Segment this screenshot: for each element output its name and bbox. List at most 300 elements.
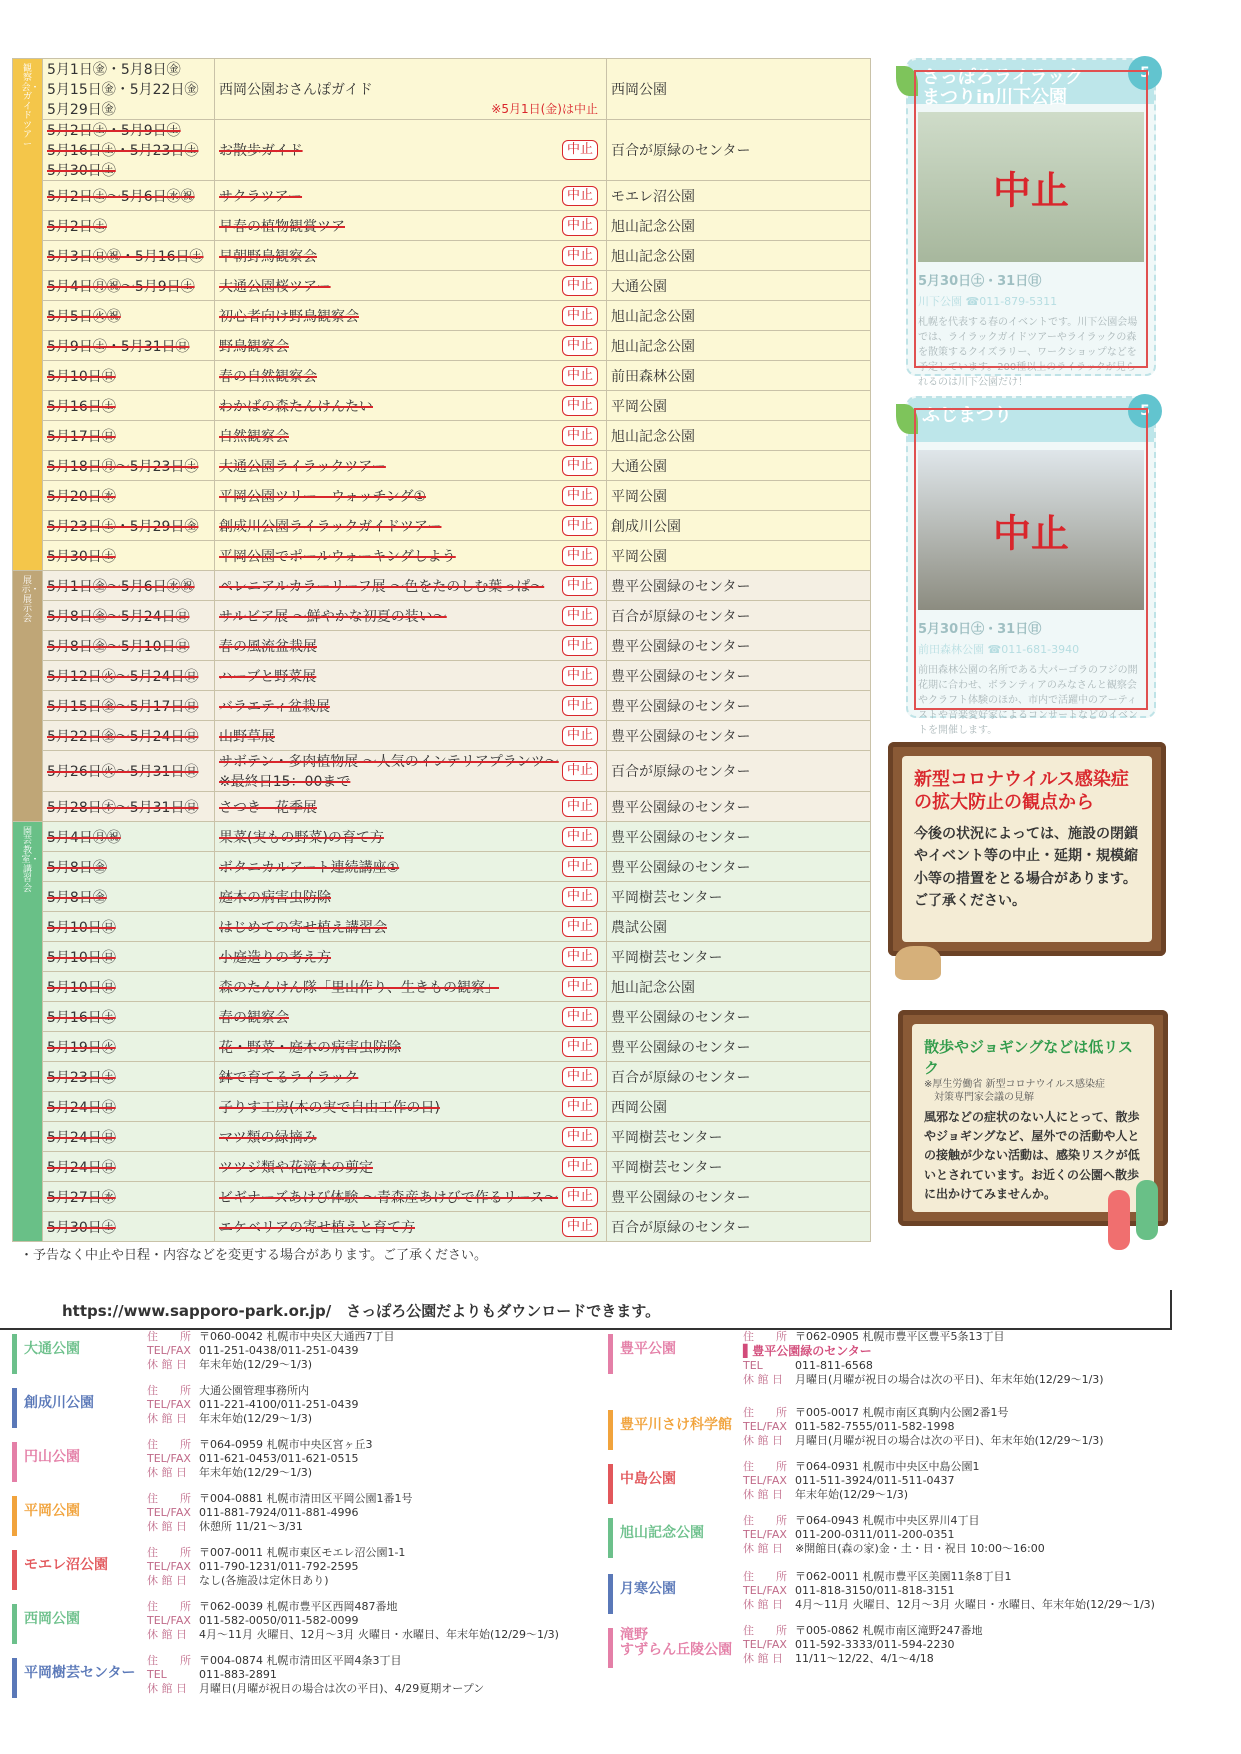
park-info (743, 1406, 1104, 1448)
park-info (743, 1514, 1045, 1556)
covid-notice-sign (888, 742, 1166, 956)
event-place: 創成川公園 (607, 511, 871, 541)
info-value: 011-621-0453/011-621-0515 (199, 1452, 359, 1465)
event-place: 平岡公園 (607, 541, 871, 571)
event-row (13, 661, 871, 691)
info-line (743, 1528, 1045, 1542)
event-place: 平岡樹芸センター (607, 1152, 871, 1182)
event-row (13, 511, 871, 541)
event-date-text: 5月12日㊋～5月24日㊐ (47, 668, 199, 685)
park-color-bar (608, 1518, 613, 1558)
cancelled-badge: 中止 (562, 761, 598, 781)
info-label: TEL (147, 1668, 167, 1681)
cancelled-badge: 中止 (562, 977, 598, 997)
cancelled-badge: 中止 (562, 366, 598, 386)
info-line (147, 1614, 559, 1628)
event-date-text: 5月30日㊏ (47, 1219, 116, 1236)
info-value: 大通公園管理事務所内 (199, 1384, 309, 1397)
event-date-text: 5月22日㊎～5月24日㊐ (47, 728, 199, 745)
event-title (215, 541, 607, 571)
event-date-text: 5月10日㊐ (47, 368, 116, 385)
event-date-text: 5月26日㊋～5月31日㊐ (47, 764, 199, 780)
cancelled-badge: 中止 (562, 1037, 598, 1057)
info-line (147, 1560, 405, 1574)
event-place: 豊平公園緑のセンター (607, 571, 871, 601)
event-place: 豊平公園緑のセンター (607, 792, 871, 822)
info-line (743, 1624, 982, 1638)
info-label: 休 館 日 (147, 1628, 187, 1641)
info-line (743, 1542, 1045, 1556)
month-badge: 5 (1128, 394, 1162, 428)
info-value: 011-811-6568 (795, 1359, 873, 1372)
category-label (13, 59, 43, 571)
event-title-text: 子りす工房(木の実で自由工作の日) (219, 1099, 440, 1116)
info-value: 11/11～12/22、4/1～4/18 (795, 1652, 934, 1665)
event-row (13, 601, 871, 631)
cancelled-badge: 中止 (562, 1187, 598, 1207)
event-title (215, 511, 607, 541)
cancelled-badge: 中止 (562, 246, 598, 266)
event-title (215, 751, 607, 792)
info-label: 休 館 日 (743, 1434, 783, 1447)
event-date (43, 822, 215, 852)
park-name: 平岡公園 (24, 1503, 80, 1519)
event-title-text: 平岡公園でポールウォーキングしよう (219, 548, 456, 565)
event-place: 百合が原緑のセンター (607, 751, 871, 792)
event-title (215, 942, 607, 972)
info-label: 住 所 (743, 1570, 787, 1583)
event-row (13, 852, 871, 882)
event-place: 豊平公園緑のセンター (607, 661, 871, 691)
park-color-bar (608, 1628, 613, 1668)
event-date-text: 5月2日㊏ (47, 218, 107, 235)
cancelled-badge: 中止 (562, 426, 598, 446)
info-label: 住 所 (743, 1514, 787, 1527)
event-title-text: エケベリアの寄せ植えと育て方 (219, 1219, 415, 1236)
info-line (147, 1384, 359, 1398)
info-line (147, 1452, 372, 1466)
info-label: 休 館 日 (147, 1358, 187, 1371)
event-place: 豊平公園緑のセンター (607, 721, 871, 751)
cancelled-badge: 中止 (562, 336, 598, 356)
info-line (147, 1654, 484, 1668)
info-value: ※開館日(森の家)金・土・日・祝日 10:00～16:00 (795, 1542, 1045, 1555)
sign-board (902, 756, 1152, 942)
event-title (215, 421, 607, 451)
event-date-text: 5月17日㊐ (47, 428, 116, 445)
event-row (13, 1152, 871, 1182)
park-entry (12, 1330, 592, 1380)
info-line (743, 1434, 1104, 1448)
event-title-text: サクラツアー (219, 188, 303, 205)
sign-text: 風邪などの症状のない人にとって、散歩やジョギングなど、屋外での活動や人との接触が少ない活動は、感染リスクが低いとされています。お近くの公園へ散歩に出かけてみませんか。 (924, 1110, 1140, 1201)
park-color-bar (12, 1658, 17, 1698)
park-name: 大通公園 (24, 1341, 80, 1357)
event-date (43, 481, 215, 511)
cancelled-badge: 中止 (562, 917, 598, 937)
event-title (215, 361, 607, 391)
info-line (147, 1398, 359, 1412)
event-date-text: 5月30日㊏ (47, 548, 116, 565)
event-title (215, 912, 607, 942)
info-label: TEL/FAX (147, 1344, 191, 1357)
event-title-text: わかばの森たんけんたい (219, 398, 373, 415)
event-title-text: さつき 花季展 (219, 799, 317, 816)
info-value: 休憩所 11/21～3/31 (199, 1520, 303, 1533)
info-value: 4月～11月 火曜日、12月～3月 火曜日・水曜日、年末年始(12/29～1/3) (795, 1598, 1155, 1611)
event-place: 百合が原緑のセンター (607, 1062, 871, 1092)
event-title (215, 1092, 607, 1122)
event-place: 豊平公園緑のセンター (607, 852, 871, 882)
park-entry (12, 1546, 592, 1596)
event-row (13, 1092, 871, 1122)
event-date (43, 331, 215, 361)
event-date-text: 5月20日㊌ (47, 488, 116, 505)
info-line (743, 1598, 1155, 1612)
park-name: 中島公園 (620, 1471, 676, 1487)
event-place: 豊平公園緑のセンター (607, 691, 871, 721)
park-name: 月寒公園 (620, 1581, 676, 1597)
event-title (215, 571, 607, 601)
sign-title: 散歩やジョギングなどは低リスク (924, 1038, 1133, 1077)
event-date (43, 601, 215, 631)
cancelled-badge: 中止 (562, 947, 598, 967)
info-line (743, 1420, 1104, 1434)
event-place: 大通公園 (607, 271, 871, 301)
event-place: 百合が原緑のセンター (607, 601, 871, 631)
info-label: 休 館 日 (147, 1412, 187, 1425)
event-place: 旭山記念公園 (607, 301, 871, 331)
event-row (13, 120, 871, 181)
event-title (215, 792, 607, 822)
event-row (13, 181, 871, 211)
info-value: 〒004-0881 札幌市清田区平岡公園1番1号 (199, 1492, 413, 1505)
info-line (743, 1359, 1104, 1373)
event-row (13, 391, 871, 421)
info-label: TEL/FAX (743, 1420, 787, 1433)
cancelled-badge: 中止 (562, 396, 598, 416)
info-line (147, 1628, 559, 1642)
event-row (13, 331, 871, 361)
event-date (43, 882, 215, 912)
info-label: TEL (743, 1359, 763, 1372)
event-date-text: 5月24日㊐ (47, 1159, 116, 1176)
event-title-text: 山野草展 (219, 728, 275, 745)
park-info (147, 1438, 372, 1480)
park-entry (608, 1406, 1188, 1456)
park-color-bar (12, 1388, 17, 1428)
event-date (43, 271, 215, 301)
footnote: ・予告なく中止や日程・内容などを変更する場合があります。ご了承ください。 (20, 1248, 487, 1263)
event-date-text: 5月23日㊏ (47, 1069, 116, 1086)
info-value: 年末年始(12/29～1/3) (795, 1488, 908, 1501)
event-place: 旭山記念公園 (607, 211, 871, 241)
event-date (43, 421, 215, 451)
event-date-text: 5月10日㊐ (47, 979, 116, 996)
event-date-text: 5月15日㊎～5月17日㊐ (47, 698, 199, 715)
event-place: 百合が原緑のセンター (607, 1212, 871, 1242)
event-place: 豊平公園緑のセンター (607, 631, 871, 661)
info-value: 年末年始(12/29～1/3) (199, 1358, 312, 1371)
event-date-text: 5月8日㊎ (47, 859, 107, 876)
event-row (13, 571, 871, 601)
event-row (13, 1212, 871, 1242)
cancelled-badge: 中止 (562, 140, 598, 160)
info-line (147, 1412, 359, 1426)
event-date (43, 59, 215, 120)
park-info (147, 1384, 359, 1426)
event-row (13, 972, 871, 1002)
park-info (147, 1330, 394, 1372)
event-date (43, 511, 215, 541)
info-value: 〒062-0039 札幌市豊平区西岡487番地 (199, 1600, 398, 1613)
park-entry (12, 1438, 592, 1488)
info-label: TEL/FAX (743, 1474, 787, 1487)
event-title (215, 271, 607, 301)
event-date (43, 241, 215, 271)
event-place: 旭山記念公園 (607, 972, 871, 1002)
info-line (743, 1584, 1155, 1598)
url-line[interactable] (0, 1290, 1172, 1330)
event-date-text: 5月24日㊐ (47, 1129, 116, 1146)
event-date (43, 792, 215, 822)
cancelled-badge: 中止 (562, 726, 598, 746)
info-line (147, 1506, 412, 1520)
info-label: 休 館 日 (147, 1682, 187, 1695)
event-date-text: 5月24日㊐ (47, 1099, 116, 1116)
event-title-text: 西岡公園おさんぽガイド (219, 82, 373, 98)
event-title (215, 691, 607, 721)
url-text[interactable]: https://www.sapporo-park.or.jp/ さっぽろ公園だよりもダウンロードできます。 (62, 1302, 661, 1320)
event-place: 豊平公園緑のセンター (607, 1032, 871, 1062)
event-title (215, 59, 607, 120)
info-value: 〒064-0931 札幌市中央区中島公園1 (795, 1460, 980, 1473)
event-schedule-table (12, 58, 871, 1242)
event-place: 西岡公園 (607, 59, 871, 120)
dog-illustration (895, 946, 941, 980)
event-title (215, 241, 607, 271)
park-color-bar (608, 1464, 613, 1504)
park-info (743, 1624, 982, 1666)
park-entry (12, 1654, 592, 1704)
event-date (43, 1212, 215, 1242)
event-row (13, 751, 871, 792)
event-title-text: サルビア展 ～鮮やかな初夏の装い～ (219, 608, 447, 625)
kid-illustration (1108, 1190, 1130, 1250)
event-place: 平岡公園 (607, 391, 871, 421)
event-title-text: はじめての寄せ植え講習会 (219, 919, 387, 936)
event-row (13, 211, 871, 241)
info-line (743, 1330, 1104, 1344)
event-date (43, 721, 215, 751)
event-place: 平岡公園 (607, 481, 871, 511)
event-date-text: 5月9日㊏・5月31日㊐ (47, 338, 190, 355)
event-row (13, 1062, 871, 1092)
info-line (147, 1438, 372, 1452)
info-line (147, 1546, 405, 1560)
event-date (43, 942, 215, 972)
info-label: 住 所 (147, 1546, 191, 1559)
event-row (13, 1182, 871, 1212)
event-date-text: 5月28日㊍～5月31日㊐ (47, 799, 199, 816)
wisteria-festival-card (906, 396, 1156, 736)
info-value: 011-818-3150/011-818-3151 (795, 1584, 955, 1597)
event-date (43, 691, 215, 721)
event-row (13, 271, 871, 301)
info-value: 011-582-7555/011-582-1998 (795, 1420, 955, 1433)
cancelled-badge: 中止 (562, 456, 598, 476)
event-title (215, 181, 607, 211)
park-name: 創成川公園 (24, 1395, 94, 1411)
info-value: 4月～11月 火曜日、12月～3月 火曜日・水曜日、年末年始(12/29～1/3) (199, 1628, 559, 1641)
park-info (147, 1654, 484, 1696)
info-label: 住 所 (147, 1654, 191, 1667)
cancelled-badge: 中止 (562, 857, 598, 877)
event-date-text: 5月16日㊏ (47, 1009, 116, 1026)
cancelled-badge: 中止 (562, 486, 598, 506)
event-title-text: ペレニアルカラーリーフ展 ～色をたのしむ葉っぱ～ (219, 578, 545, 595)
info-label: 休 館 日 (147, 1520, 187, 1533)
event-title-text: マツ類の緑摘み (219, 1129, 317, 1146)
event-place: 平岡樹芸センター (607, 882, 871, 912)
info-label: 休 館 日 (147, 1466, 187, 1479)
info-value: 月曜日(月曜が祝日の場合は次の平日)、4/29夏期オープン (199, 1682, 485, 1695)
event-place: 農試公園 (607, 912, 871, 942)
event-date-text: 5月8日㊎ (47, 889, 107, 906)
category-text: 園芸教室・講習会 (21, 827, 40, 894)
event-row (13, 59, 871, 120)
event-title (215, 721, 607, 751)
info-line (147, 1668, 484, 1682)
card-title: さっぽろライラック まつりin川下公園 (908, 60, 1154, 104)
event-place: 平岡樹芸センター (607, 1122, 871, 1152)
info-line (743, 1373, 1104, 1387)
cancelled-badge: 中止 (562, 1097, 598, 1117)
info-label: 休 館 日 (743, 1652, 783, 1665)
park-name: モエレ沼公園 (24, 1557, 108, 1573)
park-entry (608, 1460, 1188, 1510)
event-date-text: 5月5日㊋㊗ (47, 308, 121, 325)
info-label: 住 所 (743, 1406, 787, 1419)
info-label: 休 館 日 (743, 1598, 783, 1611)
park-color-bar (12, 1442, 17, 1482)
event-row (13, 481, 871, 511)
event-row (13, 792, 871, 822)
info-label: 住 所 (147, 1438, 191, 1451)
info-line (147, 1466, 372, 1480)
event-title (215, 601, 607, 631)
info-line (743, 1474, 979, 1488)
event-date (43, 1122, 215, 1152)
info-label: 休 館 日 (743, 1488, 783, 1501)
event-title (215, 1122, 607, 1152)
event-date (43, 301, 215, 331)
event-date (43, 661, 215, 691)
event-title-text: お散歩ガイド (219, 143, 303, 159)
event-title (215, 661, 607, 691)
event-title (215, 1152, 607, 1182)
event-date (43, 451, 215, 481)
info-label: 住 所 (147, 1492, 191, 1505)
info-line (147, 1344, 394, 1358)
event-title-text: 小庭造りの考え方 (219, 949, 331, 966)
info-line (743, 1460, 979, 1474)
event-date-text: 5月16日㊏ (47, 398, 116, 415)
event-row (13, 1032, 871, 1062)
event-title-text: サボテン・多肉植物展 ～人気のインテリアプランツ～ ※最終日15：00まで (219, 754, 559, 790)
info-line (743, 1344, 1104, 1359)
info-line (743, 1406, 1104, 1420)
event-title (215, 1212, 607, 1242)
info-value: 011-883-2891 (199, 1668, 277, 1681)
park-color-bar (12, 1550, 17, 1590)
info-label: TEL/FAX (147, 1398, 191, 1411)
event-title (215, 1062, 607, 1092)
info-line (147, 1600, 559, 1614)
cancelled-badge: 中止 (562, 216, 598, 236)
info-line (147, 1358, 394, 1372)
event-title-text: ボタニカルアート連続講座① (219, 859, 400, 876)
info-line (147, 1520, 412, 1534)
event-row (13, 241, 871, 271)
event-date (43, 1002, 215, 1032)
event-date-text: 5月3日㊐㊗・5月16日㊏ (47, 248, 204, 265)
park-name: 滝野 すずらん丘陵公園 (620, 1627, 733, 1659)
park-color-bar (608, 1574, 613, 1614)
cancel-frame (914, 70, 1148, 368)
event-date-text: 5月18日㊊～5月23日㊏ (47, 458, 199, 475)
event-date (43, 1032, 215, 1062)
park-name: 西岡公園 (24, 1611, 80, 1627)
info-value: ▌豊平公園緑のセンター (743, 1344, 872, 1358)
info-line (743, 1570, 1155, 1584)
event-place: 豊平公園緑のセンター (607, 822, 871, 852)
info-value: 011-511-3924/011-511-0437 (795, 1474, 955, 1487)
event-date (43, 391, 215, 421)
event-title-text: 早春の植物観賞ツア (219, 218, 345, 235)
event-title (215, 822, 607, 852)
cancelled-badge: 中止 (562, 276, 598, 296)
event-date (43, 972, 215, 1002)
info-line (147, 1330, 394, 1344)
info-value: 〒005-0017 札幌市南区真駒内公園2番1号 (795, 1406, 1009, 1419)
park-name: 平岡樹芸センター (24, 1665, 136, 1681)
event-date-text: 5月8日㊎～5月24日㊐ (47, 608, 190, 625)
park-entry (12, 1600, 592, 1650)
event-title-text: 森のたんけん隊「里山作り、生きもの観察」 (219, 979, 499, 996)
info-value: 〒060-0042 札幌市中央区大通西7丁目 (199, 1330, 395, 1343)
event-row (13, 691, 871, 721)
category-text: 展示・展示会 (21, 576, 40, 624)
event-date-text: 5月19日㊋ (47, 1039, 116, 1056)
event-place: 旭山記念公園 (607, 241, 871, 271)
info-line (743, 1638, 982, 1652)
info-label: 住 所 (743, 1330, 787, 1343)
cancelled-badge: 中止 (562, 1007, 598, 1027)
info-value: 〒005-0862 札幌市南区滝野247番地 (795, 1624, 983, 1637)
event-date (43, 912, 215, 942)
event-place: 旭山記念公園 (607, 421, 871, 451)
event-place: 西岡公園 (607, 1092, 871, 1122)
event-place: 大通公園 (607, 451, 871, 481)
event-title-text: 春の自然観察会 (219, 368, 317, 385)
event-title-text: 春の風流盆栽展 (219, 638, 317, 655)
info-label: TEL/FAX (147, 1560, 191, 1573)
info-value: 年末年始(12/29～1/3) (199, 1412, 312, 1425)
info-label: TEL/FAX (147, 1614, 191, 1627)
event-date (43, 1182, 215, 1212)
park-color-bar (12, 1496, 17, 1536)
